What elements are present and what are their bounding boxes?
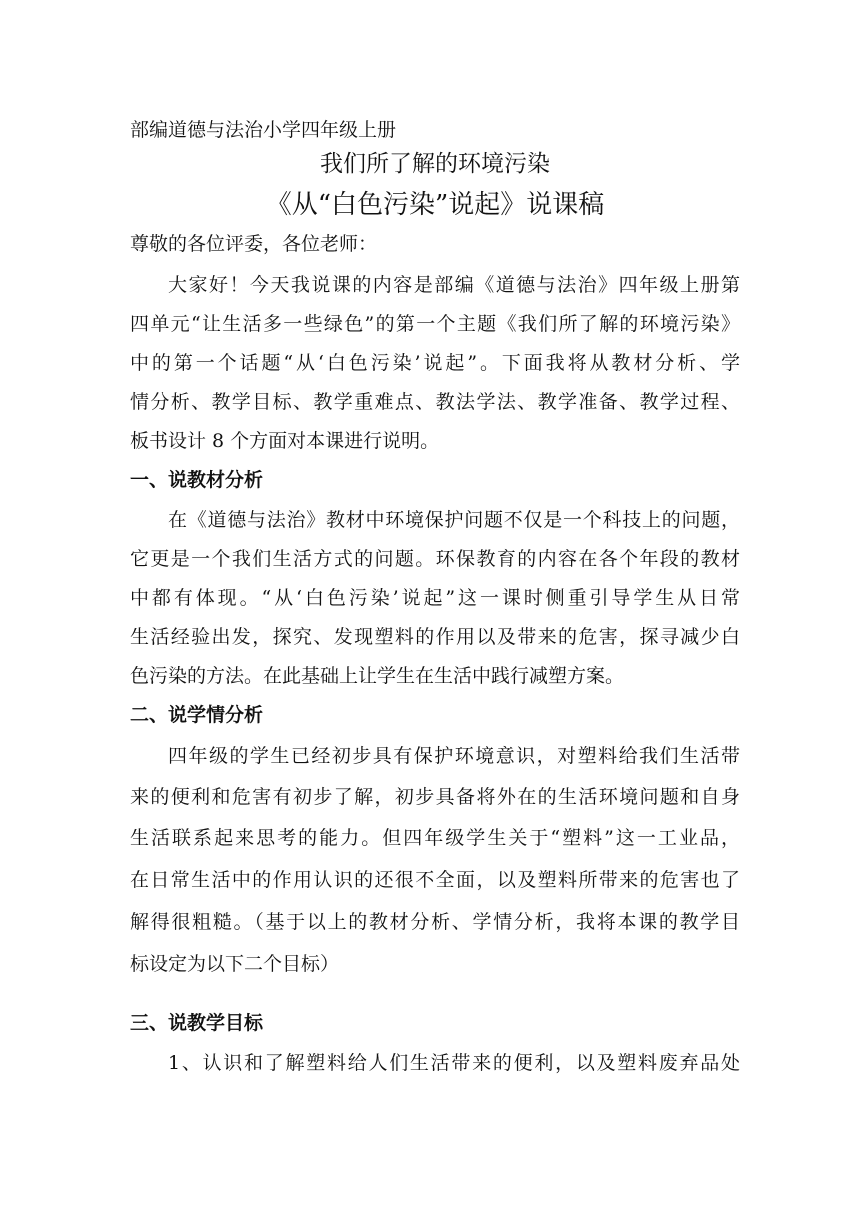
document-title: 我们所了解的环境污染 bbox=[320, 151, 550, 177]
section-line: 中都有体现。“从‘白色污染’说起”这一课时侧重引导学生从日常 bbox=[130, 587, 740, 609]
document-subtitle: 《从“白色污染”说起》说课稿 bbox=[265, 190, 605, 220]
section-line: 四年级的学生已经初步具有保护环境意识，对塑料给我们生活带 bbox=[168, 745, 740, 767]
intro-line: 四单元“让生活多一些绿色”的第一个主题《我们所了解的环境污染》 bbox=[130, 313, 740, 335]
section-line: 在日常生活中的作用认识的还很不全面，以及塑料所带来的危害也了 bbox=[130, 869, 740, 891]
section-line: 生活联系起来思考的能力。但四年级学生关于“塑料”这一工业品， bbox=[130, 827, 740, 849]
section-heading: 三、说教学目标 bbox=[130, 1012, 264, 1034]
section-line: 它更是一个我们生活方式的问题。环保教育的内容在各个年段的教材 bbox=[130, 548, 740, 570]
section-heading: 二、说学情分析 bbox=[130, 704, 264, 726]
intro-line: 情分析、教学目标、教学重难点、教法学法、教学准备、教学过程、 bbox=[130, 391, 740, 413]
section-line: 解得很粗糙。（基于以上的教材分析、学情分析，我将本课的教学目 bbox=[130, 911, 740, 933]
intro-line: 板书设计 8 个方面对本课进行说明。 bbox=[130, 430, 440, 452]
section-line: 来的便利和危害有初步了解，初步具备将外在的生活环境问题和自身 bbox=[130, 786, 740, 808]
intro-line: 大家好！今天我说课的内容是部编《道德与法治》四年级上册第 bbox=[168, 274, 740, 296]
greeting: 尊敬的各位评委，各位老师： bbox=[130, 233, 378, 255]
section-line: 1、认识和了解塑料给人们生活带来的便利，以及塑料废弃品处 bbox=[168, 1052, 740, 1074]
section-line: 在《道德与法治》教材中环境保护问题不仅是一个科技上的问题， bbox=[168, 509, 740, 531]
section-line: 色污染的方法。在此基础上让学生在生活中践行减塑方案。 bbox=[130, 665, 625, 687]
course-line: 部编道德与法治小学四年级上册 bbox=[130, 119, 397, 141]
intro-line: 中的第一个话题“从‘白色污染’说起”。下面我将从教材分析、学 bbox=[130, 352, 740, 374]
section-heading: 一、说教材分析 bbox=[130, 469, 264, 491]
section-line: 标设定为以下二个目标） bbox=[130, 953, 340, 975]
section-line: 生活经验出发，探究、发现塑料的作用以及带来的危害，探寻减少白 bbox=[130, 626, 740, 648]
